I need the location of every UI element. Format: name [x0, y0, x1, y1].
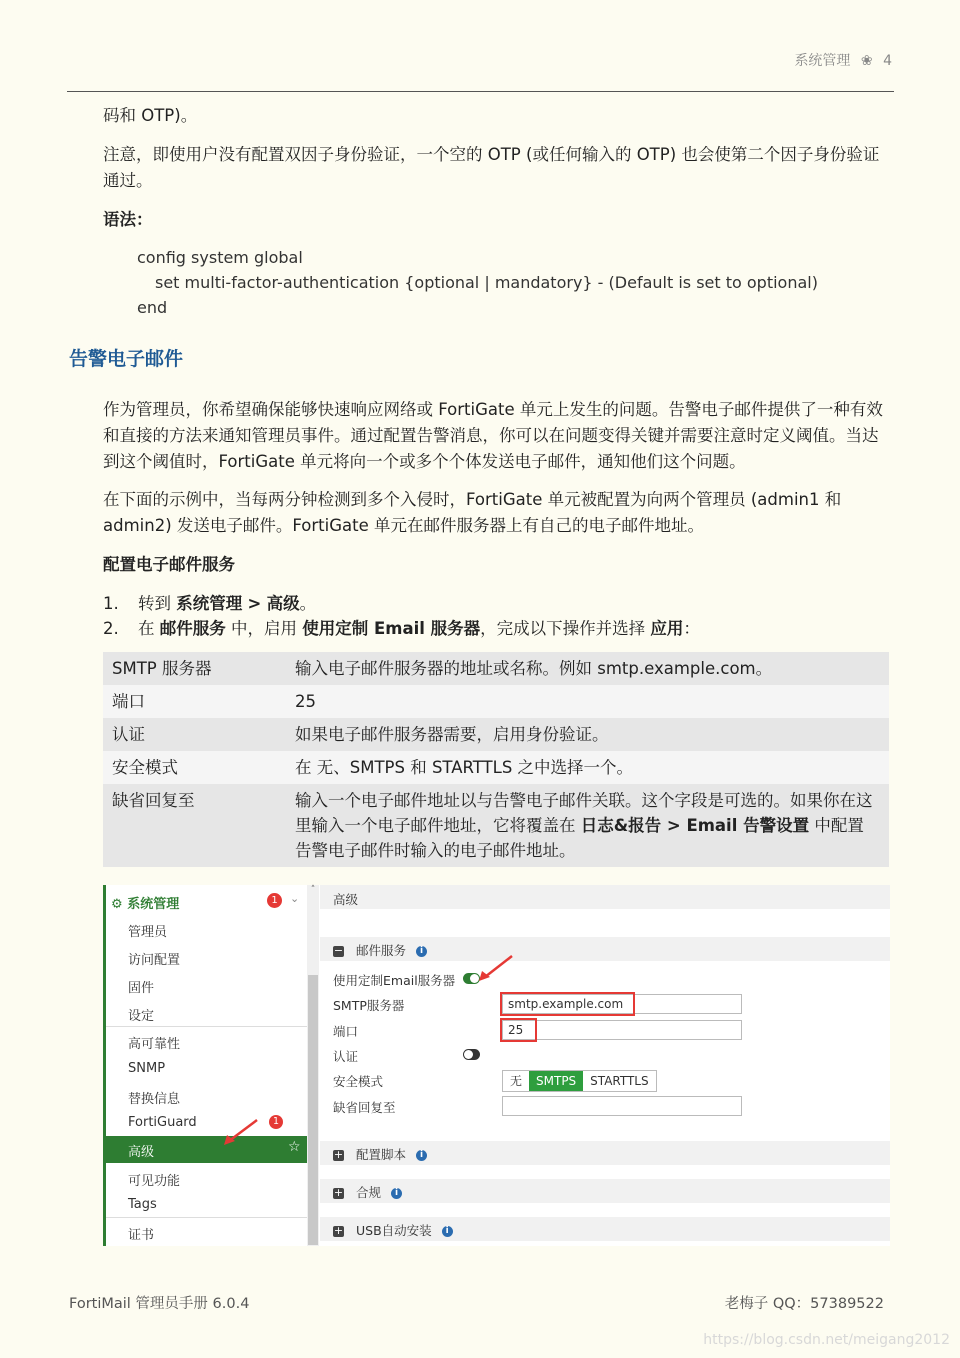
option-starttls[interactable]: STARTTLS: [590, 1074, 649, 1088]
table-value-text: 输入一个电子邮件地址以与告警电子邮件关联。这个字段是可选的。如果你在这里输入一个电子邮件地址，它将覆盖在: [295, 791, 873, 835]
mail-section-header[interactable]: [320, 937, 890, 961]
intro-line: 码和 OTP)。: [103, 106, 198, 125]
table-row: [103, 685, 889, 718]
star-icon[interactable]: ☆: [288, 1139, 301, 1155]
port-label: 端口: [333, 1024, 359, 1039]
sidebar-item-replacement[interactable]: 替换信息: [128, 1092, 181, 1107]
syntax-label: 语法：: [103, 210, 153, 229]
step-bold: 应用: [650, 619, 684, 638]
sidebar-item-settings[interactable]: 设定: [128, 1009, 155, 1024]
arrow-annotation: [221, 1117, 261, 1147]
reply-to-label: 缺省回复至: [333, 1100, 396, 1115]
section-label: [333, 1183, 402, 1201]
usb-install-section[interactable]: [320, 1217, 890, 1241]
scrollbar-thumb[interactable]: [308, 975, 318, 1245]
panel-titlebar: [320, 885, 890, 909]
step-number: 1.: [103, 594, 119, 613]
table-row: [103, 784, 889, 867]
table-value: 在 无、SMTPS 和 STARTTLS 之中选择一个。: [286, 751, 889, 784]
table-value-bold: 日志&报告 > Email 告警设置: [580, 816, 810, 835]
sidebar-item-firmware[interactable]: 固件: [128, 981, 155, 996]
section-para-2: 在下面的示例中，当每两分钟检测到多个入侵时，FortiGate 单元被配置为向两个管理员 (admin1 和 admin2) 发送电子邮件。FortiGate 单元在邮件服务器上有自己的电子邮件地址。: [103, 490, 842, 535]
section-name: 配置脚本: [355, 1147, 406, 1162]
sidebar-item-access[interactable]: 访问配置: [128, 953, 181, 968]
sidebar-item-advanced[interactable]: [106, 1136, 308, 1163]
table-value: 如果电子邮件服务器需要，启用身份验证。: [286, 718, 889, 751]
section-label: [333, 1145, 427, 1163]
section-label: [333, 1221, 453, 1239]
toggle-knob: [464, 1050, 473, 1059]
code-line: set multi-factor-authentication {optional | mandatory} - (Default is set to optional): [155, 273, 818, 292]
expand-icon[interactable]: +: [333, 1186, 344, 1199]
sidebar-item-admin[interactable]: 管理员: [128, 925, 168, 940]
section-name: USB自动安装: [355, 1223, 432, 1238]
section-name: 邮件服务: [355, 943, 406, 958]
alert-badge: 1: [267, 893, 282, 908]
step-text: 转到: [138, 594, 171, 613]
section-title: 告警电子邮件: [69, 348, 184, 370]
header-section: 系统管理: [794, 53, 851, 69]
sidebar-item-snmp[interactable]: SNMP: [128, 1061, 166, 1076]
arrow-annotation: [476, 953, 516, 983]
step-number: 2.: [103, 619, 119, 638]
step-text: ：: [683, 619, 700, 638]
settings-table: [103, 652, 889, 867]
step-bold: 系统管理: [176, 594, 243, 613]
step-bold: >: [247, 594, 262, 613]
table-key: 认证: [103, 718, 286, 751]
option-none[interactable]: 无: [510, 1074, 523, 1088]
expand-icon[interactable]: +: [333, 1224, 344, 1237]
footer-right: 老梅子 QQ：57389522: [724, 1296, 884, 1312]
table-value: 输入电子邮件服务器的地址或名称。例如 smtp.example.com。: [286, 652, 889, 685]
option-smtps[interactable]: SMTPS: [529, 1071, 583, 1091]
divider: [106, 1026, 308, 1027]
sidebar-item-features[interactable]: 可见功能: [128, 1174, 181, 1189]
code-line: config system global: [137, 248, 303, 267]
sidebar-item-certs[interactable]: 证书: [128, 1228, 155, 1243]
step-bold: 邮件服务: [159, 619, 226, 638]
table-value-text: 中配置告警电子邮件时输入的电子邮件地址。: [295, 816, 864, 860]
step-bold: 使用定制 Email 服务器: [302, 619, 481, 638]
table-row: [103, 652, 889, 685]
highlight-box: [500, 1018, 537, 1042]
divider: [106, 1217, 308, 1218]
reply-to-input[interactable]: [502, 1096, 742, 1116]
security-mode-selector[interactable]: [502, 1070, 657, 1092]
subsection-title: 配置电子邮件服务: [103, 555, 235, 574]
sidebar-item-tags[interactable]: Tags: [128, 1197, 157, 1212]
section-para-1: 作为管理员，你希望确保能够快速响应网络或 FortiGate 单元上发生的问题。告警电子邮件提供了一种有效和直接的方法来通知管理员事件。通过配置告警消息，你可以在问题变得关键并需要注意时定义阈值。当达到这个阈值时，FortiGate 单元将向一个或多个个体发送电子邮件，通知他们这个问题。: [103, 400, 883, 471]
code-line: end: [137, 298, 168, 317]
sidebar-item-ha[interactable]: 高可靠性: [128, 1037, 181, 1052]
security-mode-label: 安全模式: [333, 1074, 384, 1089]
scroll-up-icon[interactable]: ˄: [310, 885, 316, 895]
chevron-down-icon[interactable]: ⌄: [290, 892, 300, 905]
intro-note: 注意，即使用户没有配置双因子身份验证，一个空的 OTP (或任何输入的 OTP) 也会使第二个因子身份验证通过。: [103, 145, 880, 190]
table-row: [103, 751, 889, 784]
sidebar-item-label: 高级: [128, 1145, 155, 1160]
info-icon[interactable]: i: [416, 946, 427, 957]
table-key: 安全模式: [103, 751, 286, 784]
panel-title: 高级: [333, 892, 359, 907]
gear-icon: ⚙: [111, 897, 123, 912]
step-1: [103, 591, 893, 617]
sidebar: [103, 885, 308, 1246]
sidebar-head-label: 系统管理: [127, 897, 180, 912]
header-rule: [67, 91, 894, 92]
table-key: 缺省回复至: [103, 784, 286, 867]
port-input[interactable]: 25: [502, 1020, 742, 1040]
sidebar-head[interactable]: [111, 893, 179, 912]
page-header: [794, 50, 892, 70]
info-icon[interactable]: i: [416, 1150, 427, 1161]
collapse-icon[interactable]: −: [333, 944, 344, 957]
table-value: [286, 784, 889, 867]
section-label: [333, 941, 427, 959]
config-script-section[interactable]: [320, 1141, 890, 1165]
table-value: 25: [286, 685, 889, 718]
step-text: 在: [138, 619, 155, 638]
footer-left: FortiMail 管理员手册 6.0.4: [69, 1296, 250, 1312]
info-icon[interactable]: i: [391, 1188, 402, 1199]
compliance-section[interactable]: [320, 1179, 890, 1203]
auth-label: 认证: [333, 1049, 359, 1064]
page-number: 4: [883, 53, 892, 69]
table-row: [103, 718, 889, 751]
step-text: ，完成以下操作并选择: [480, 619, 646, 638]
smtp-server-label: SMTP服务器: [333, 998, 405, 1013]
step-text: 。: [299, 594, 317, 613]
custom-server-label: 使用定制Email服务器: [333, 973, 456, 988]
main-panel: [320, 885, 890, 1246]
section-name: 合规: [355, 1185, 381, 1200]
info-icon[interactable]: i: [442, 1226, 453, 1237]
table-key: 端口: [103, 685, 286, 718]
expand-icon[interactable]: +: [333, 1148, 344, 1161]
alert-badge: 1: [269, 1115, 283, 1129]
step-2: [103, 616, 893, 642]
flower-icon: ❀: [860, 53, 873, 69]
sidebar-item-fortiguard[interactable]: FortiGuard: [128, 1115, 197, 1130]
smtp-server-input[interactable]: smtp.example.com: [502, 994, 742, 1014]
watermark: https://blog.csdn.net/meigang2012: [703, 1332, 950, 1348]
highlight-box: [500, 992, 635, 1016]
ui-screenshot: [103, 885, 890, 1246]
table-key: SMTP 服务器: [103, 652, 286, 685]
step-bold: 高级: [266, 594, 300, 613]
step-text: 中，启用: [231, 619, 297, 638]
auth-toggle[interactable]: [463, 1049, 480, 1060]
